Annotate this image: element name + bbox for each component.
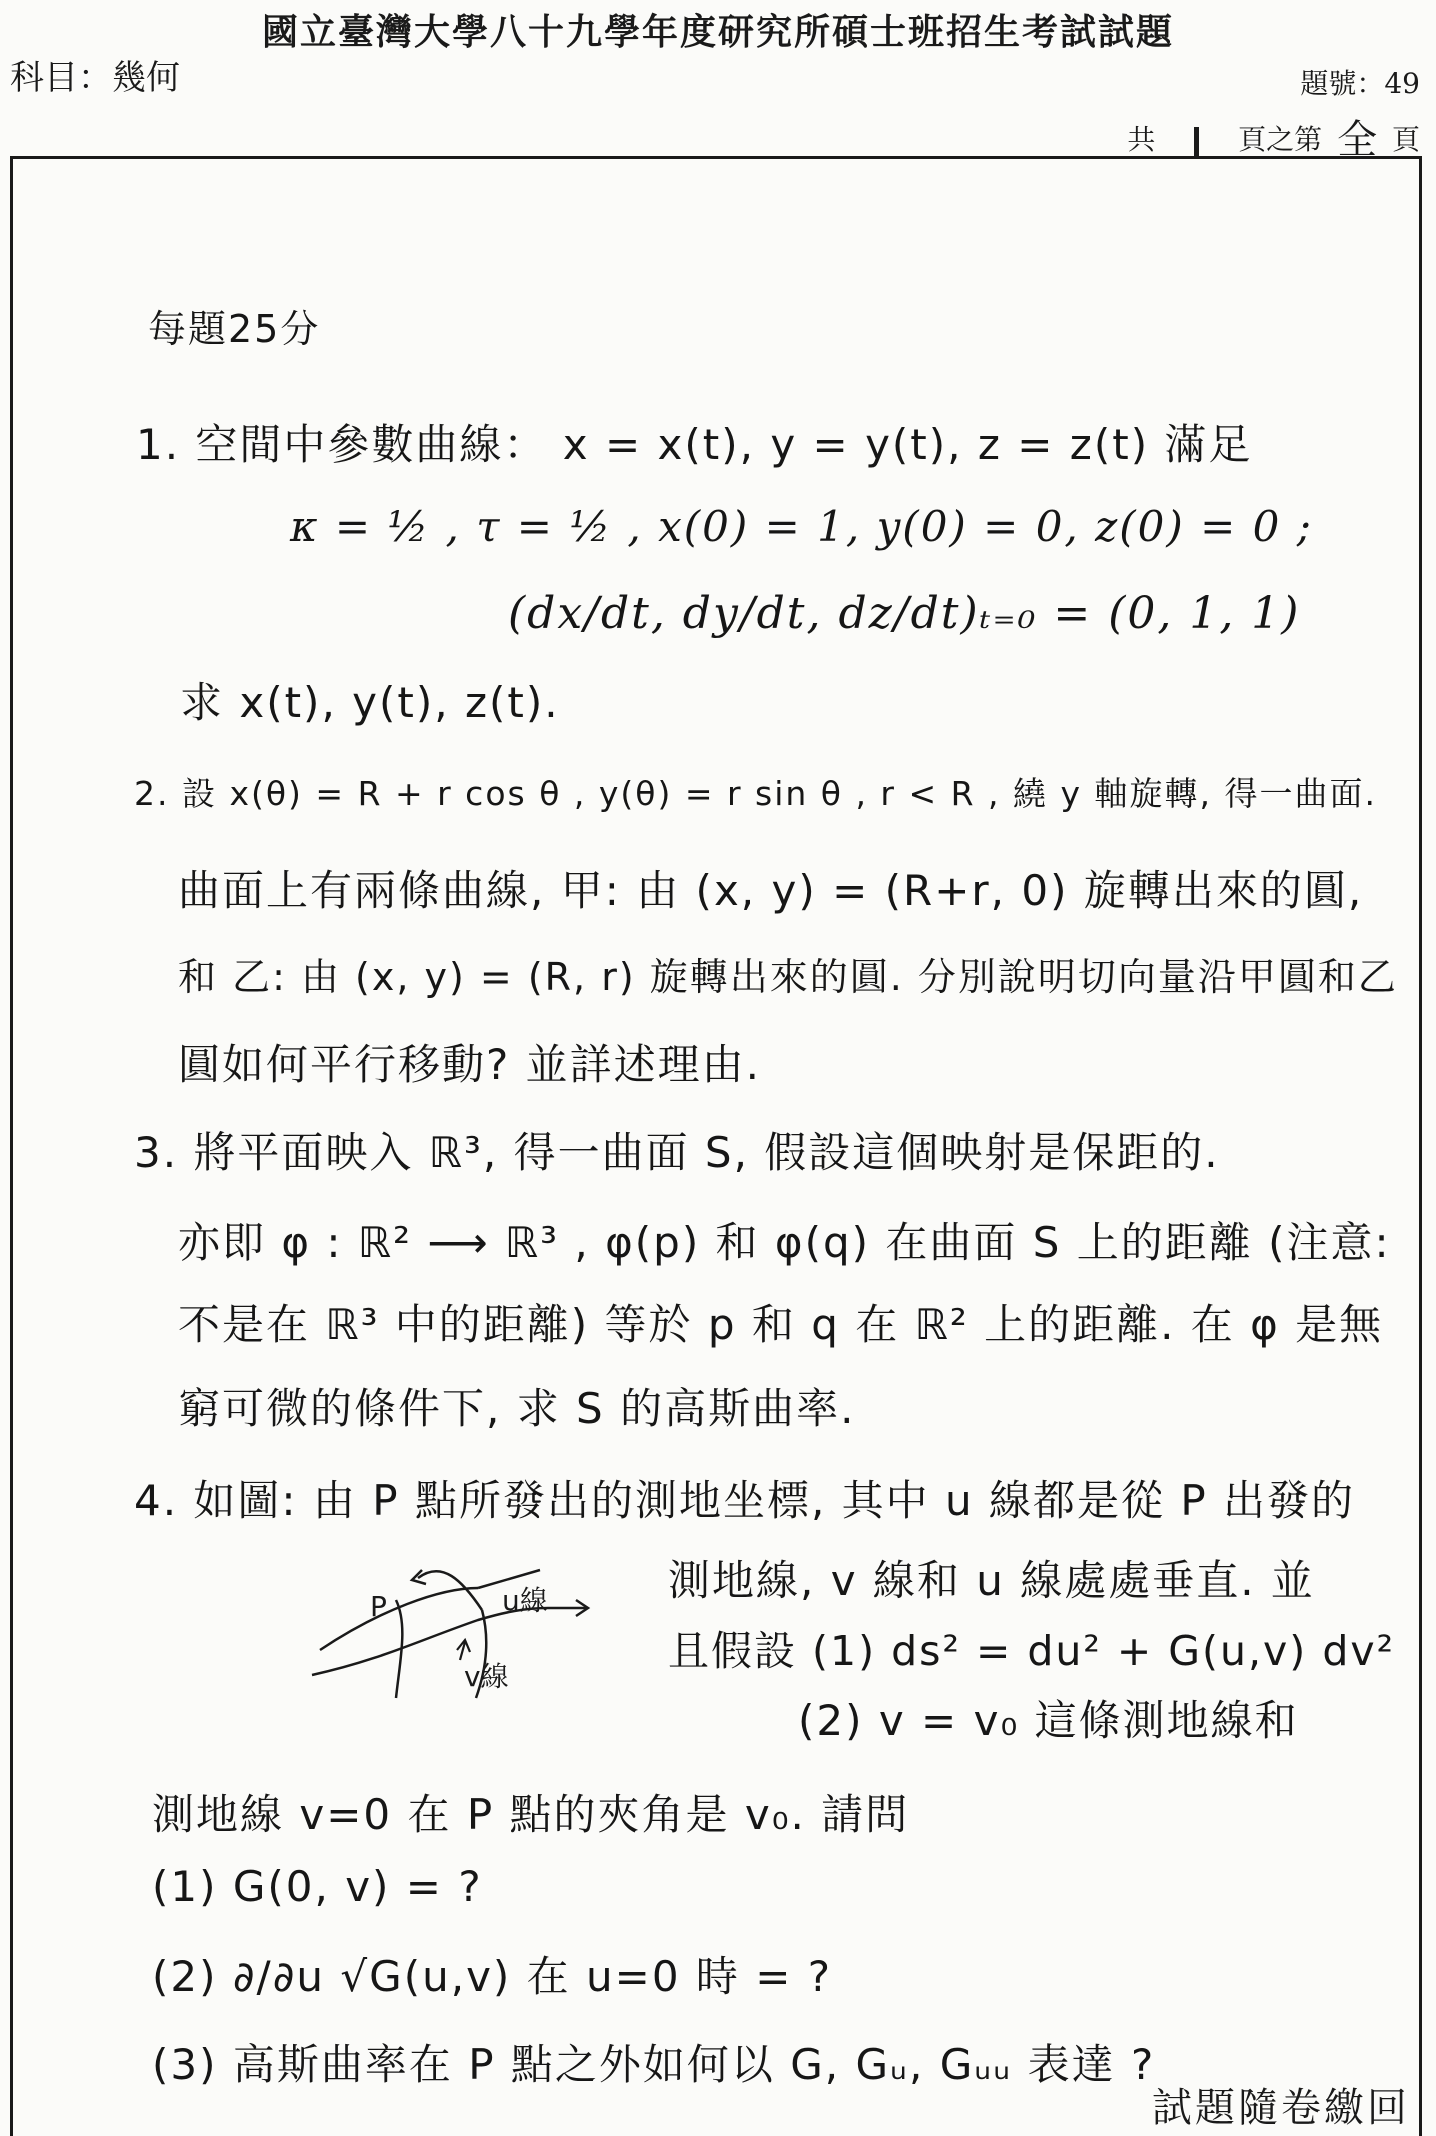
exam-title: 國立臺灣大學八十九學年度研究所碩士班招生考試試題 (261, 11, 1174, 53)
u-line-label: u線 (502, 1584, 548, 1617)
pages-current: 全 (1337, 117, 1378, 163)
q4-line1: 4. 如圖: 由 P 點所發出的測地坐標, 其中 u 線都是從 P 出發的 (134, 1476, 1356, 1525)
score-note: 每題25分 (148, 307, 321, 351)
q3-line1: 3. 將平面映入 ℝ³, 得一曲面 S, 假設這個映射是保距的. (134, 1128, 1220, 1177)
q4-sub3: (3) 高斯曲率在 P 點之外如何以 G, Gᵤ, Gᵤᵤ 表達 ? (152, 2040, 1156, 2089)
q1-line1: 1. 空間中參數曲線： x = x(t), y = y(t), z = z(t) 滿足 (136, 420, 1253, 469)
q3-line4: 窮可微的條件下, 求 S 的高斯曲率. (178, 1384, 856, 1433)
q3-line2: 亦即 φ : ℝ² ⟶ ℝ³ , φ(p) 和 φ(q) 在曲面 S 上的距離 (注意: (178, 1218, 1391, 1267)
q4-line2: 測地線, v 線和 u 線處處垂直. 並 (668, 1556, 1315, 1605)
geodesic-figure (300, 1540, 610, 1700)
q2-line3: 和 乙: 由 (x, y) = (R, r) 旋轉出來的圓. 分別說明切向量沿甲圓和乙 (178, 955, 1398, 999)
q4-line3: 且假設 (1) ds² = du² + G(u,v) dv² (668, 1627, 1396, 1675)
pages-end-label: 頁 (1391, 123, 1420, 156)
point-p-label: P (370, 1590, 387, 1623)
q2-line1: 2. 設 x(θ) = R + r cos θ , y(θ) = r sin θ , r < R , 繞 y 軸旋轉, 得一曲面. (134, 774, 1378, 813)
q2-line4: 圓如何平行移動? 並詳述理由. (178, 1040, 761, 1089)
q4-line5: 測地線 v=0 在 P 點的夾角是 v₀. 請問 (152, 1790, 910, 1839)
q1-line2: κ = ½ , τ = ½ , x(0) = 1, y(0) = 0, z(0) = 0 ; (290, 502, 1313, 551)
pages-total-mark (1194, 127, 1199, 157)
return-note: 試題隨卷繳回 (1152, 2085, 1410, 2131)
pages-total-label: 共 (1127, 123, 1156, 156)
q4-sub1: (1) G(0, v) = ? (152, 1862, 483, 1911)
pages-mid-label: 頁之第 (1238, 123, 1323, 156)
question-number: 題號：49 (1300, 67, 1420, 100)
q4-sub2: (2) ∂/∂u √G(u,v) 在 u=0 時 = ? (152, 1952, 833, 2001)
q1-line4: 求 x(t), y(t), z(t). (180, 678, 560, 727)
q2-line2: 曲面上有兩條曲線, 甲: 由 (x, y) = (R+r, 0) 旋轉出來的圓, (178, 866, 1364, 915)
figure-curve-2 (312, 1608, 548, 1675)
figure-curve-1 (320, 1588, 478, 1650)
q4-line4: (2) v = v₀ 這條測地線和 (798, 1696, 1299, 1745)
q1-line3: (dx/dt, dy/dt, dz/dt)ₜ₌₀ = (0, 1, 1) (508, 588, 1301, 639)
subject-label: 科目：幾何 (10, 58, 180, 98)
v-line-label: v線 (464, 1660, 509, 1693)
q3-line3: 不是在 ℝ³ 中的距離) 等於 p 和 q 在 ℝ² 上的距離. 在 φ 是無 (178, 1300, 1384, 1349)
